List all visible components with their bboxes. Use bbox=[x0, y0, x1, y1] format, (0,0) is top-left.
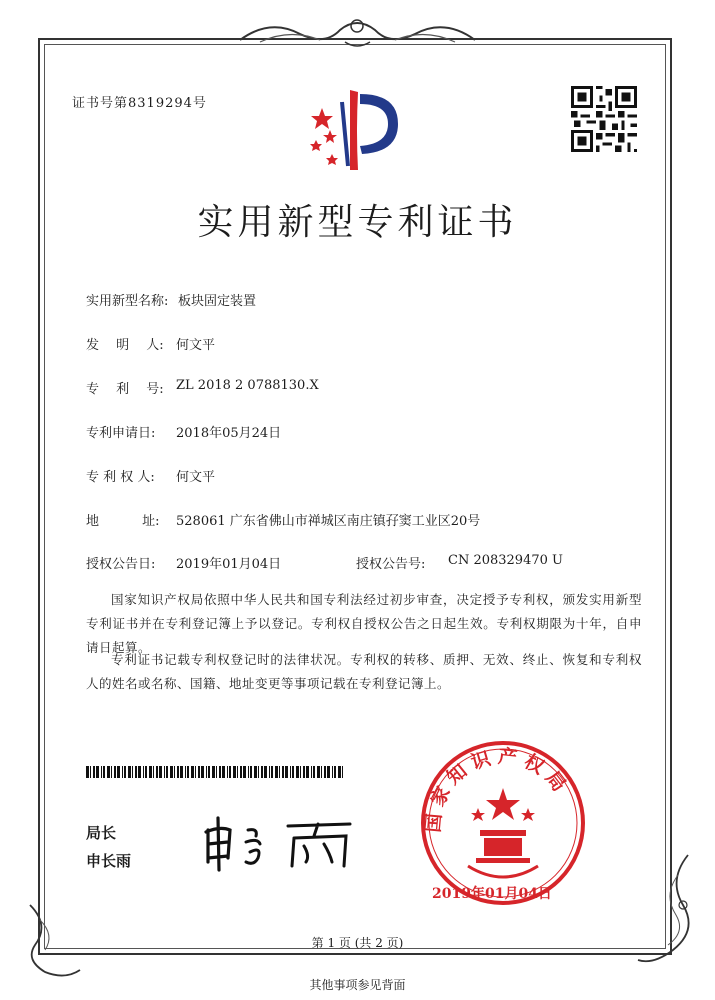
patent-office-emblem-icon bbox=[300, 82, 410, 174]
patent-number-label: 专 利 号: bbox=[86, 382, 164, 397]
grant-statement-paragraph: 国家知识产权局依照中华人民共和国专利法经过初步审查，决定授予专利权，颁发实用新型专利证书并在专利登记簿上予以登记。专利权自授权公告之日起生效。专利权期限为十年，自申请日起算。 bbox=[86, 592, 642, 655]
patentee-label: 专 利 权 人: bbox=[86, 470, 155, 485]
handwritten-signature-icon bbox=[200, 812, 360, 872]
director-name: 申长雨 bbox=[86, 852, 132, 870]
inventor-label: 发 明 人: bbox=[86, 338, 164, 353]
qr-code-icon bbox=[571, 86, 637, 152]
grant-announcement-number-value: CN 208329470 U bbox=[448, 553, 563, 568]
certificate-title: 实用新型专利证书 bbox=[197, 202, 518, 243]
grant-announcement-number-label: 授权公告号: bbox=[356, 557, 426, 572]
application-date-value: 2018年05月24日 bbox=[176, 426, 282, 441]
footer-note: 其他事项参见背面 bbox=[309, 978, 406, 992]
address-value: 528061 广东省佛山市禅城区南庄镇孖窦工业区20号 bbox=[176, 514, 481, 529]
seal-text: 国家知识产权局 bbox=[422, 745, 574, 834]
address-label: 地 址: bbox=[86, 514, 160, 529]
patent-number-value: ZL 2018 2 0788130.X bbox=[176, 378, 319, 393]
bottom-right-ornament-icon bbox=[628, 850, 708, 970]
utility-model-name-value: 板块固定装置 bbox=[178, 294, 257, 309]
inventor-value: 何文平 bbox=[176, 338, 216, 353]
grant-announcement-date-label: 授权公告日: bbox=[86, 557, 156, 572]
seal-date: 2019年01月04日 bbox=[432, 886, 552, 902]
patentee-value: 何文平 bbox=[176, 470, 216, 485]
barcode-icon bbox=[86, 766, 346, 778]
grant-announcement-date-value: 2019年01月04日 bbox=[176, 557, 282, 572]
legal-status-paragraph: 专利证书记载专利权登记时的法律状况。专利权的转移、质押、无效、终止、恢复和专利权人的姓名或名称、国籍、地址变更等事项记载在专利登记簿上。 bbox=[86, 652, 642, 691]
certificate-number: 证书号第8319294号 bbox=[72, 96, 207, 111]
director-title: 局长 bbox=[86, 824, 117, 842]
utility-model-name-label: 实用新型名称: bbox=[86, 294, 169, 309]
top-ornament-icon bbox=[230, 12, 485, 52]
application-date-label: 专利申请日: bbox=[86, 426, 156, 441]
page-number: 第 1 页 (共 2 页) bbox=[311, 936, 404, 950]
